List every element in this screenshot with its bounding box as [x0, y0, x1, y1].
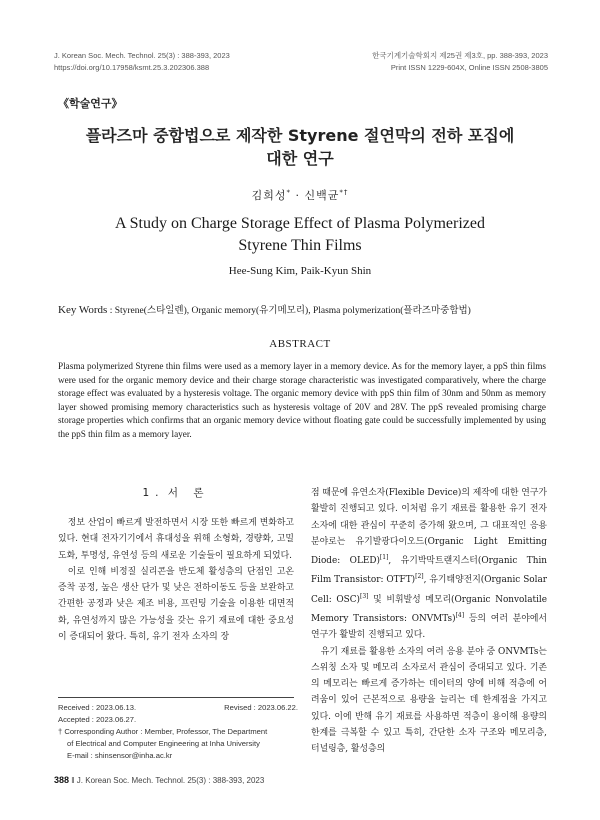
keywords-text: Styrene(스타일렌), Organic memory(유기메모리), Plasma polymerization(플라즈마중합법)	[114, 306, 471, 316]
keywords-label: Key Words	[58, 304, 108, 316]
title-korean-line2: 대한 연구	[266, 149, 334, 168]
received-date: Received : 2023.06.13.	[58, 703, 137, 712]
revised-date: Revised : 2023.06.22.	[224, 703, 298, 712]
running-header-left	[54, 50, 230, 74]
citation-ref[interactable]: [4]	[455, 611, 465, 619]
footer-separator: ‖	[69, 776, 77, 785]
citation-ref[interactable]: [3]	[359, 592, 369, 600]
abstract-body: Plasma polymerized Styrene thin films were used as a memory layer in a memory device. As for the memory layer, a ppS thin films were used for the organic memory device and their charge storage characteristic was investigated comparatively, where the charge storage effect was evaluated by a hysteresis voltage. The organic memory device with ppS thin film of 30nm and 50nm as memory layer showed promising memory characteristics such as hysteresis voltage of 20V and 28V. The ppS revealed promising charge storage properties which confirms that an organic memory device without floating gate could be successfully implemented by using the ppS thin film as a memory layer.	[58, 361, 546, 439]
submission-dates	[58, 702, 298, 714]
paragraph	[311, 485, 547, 644]
title-korean	[40, 124, 560, 170]
keywords-separator: :	[107, 306, 115, 316]
citation-ref[interactable]: [1]	[379, 554, 389, 562]
footnote-divider	[58, 697, 294, 698]
paragraph-text: 등의 여러 분야에서 연구가 활발히 진행되고 있다.	[311, 613, 547, 641]
section-heading	[58, 485, 294, 500]
section-number: 1.	[142, 487, 165, 499]
title-english-line2: Styrene Thin Films	[238, 237, 362, 254]
section-title: 서 론	[167, 487, 210, 499]
author-1-korean: 김희성	[251, 189, 287, 202]
title-korean-line1: 플라즈마 중합법으로 제작한 Styrene 절연막의 전하 포집에	[85, 126, 515, 145]
authors-korean	[0, 187, 600, 203]
authors-english: Hee-Sung Kim, Paik-Kyun Shin	[228, 265, 372, 277]
author-1-mark: *	[286, 188, 291, 197]
author-2-mark: *†	[339, 188, 349, 197]
running-header-right	[372, 50, 548, 74]
journal-citation: J. Korean Soc. Mech. Technol. 25(3) : 388-393, 2023	[54, 51, 230, 60]
left-column	[58, 515, 294, 645]
author-separator: ·	[291, 189, 305, 202]
article-category: 《학술연구》	[58, 97, 123, 110]
corresponding-author: † Corresponding Author : Member, Professor, The Department	[58, 727, 268, 736]
footer-journal: J. Korean Soc. Mech. Technol. 25(3) : 388-393, 2023	[76, 776, 265, 785]
citation-ref[interactable]: [2]	[415, 573, 424, 581]
corresponding-email[interactable]: E-mail : shinsensor@inha.ac.kr	[67, 751, 173, 760]
abstract-heading: ABSTRACT	[269, 338, 331, 350]
paragraph-text: 점 때문에 유연소자(Flexible Device)의 제작에 대한 연구가 활발히 진행되고 있다. 이처럼 유기 재료를 활용한 유기 전자 소자에 대한 관심이 꾸준히 증가해 왔으며, 그 대표적인 응용 분야로는 유기발광다이오드(Organic Light Emitting Diode: OLED)	[311, 488, 547, 567]
paragraph: 정보 산업이 빠르게 발전하면서 시장 또한 빠르게 변화하고 있다. 현대 전자기기에서 휴대성을 위해 소형화, 경량화, 고밀도화, 투명성, 유연성 등의 새로운 기술들이 필요하게 되었다.	[58, 518, 294, 561]
paragraph: 유기 재료를 활용한 소자의 여러 응용 분야 중 ONVMTs는 스위칭 소자 및 메모리 소자로서 관심이 증대되고 있다. 기존의 메모리는 빠르게 증가하는 데이터의 양에 비해 적층에 어려움이 있어 근본적으로 용량을 늘리는 데 한계점을 가지고 있다. 이에 반해 유기 재료를 사용하면 적층이 용이해 용량의 한계를 극복할 수 있고 특히, 간단한 소자 구조와 메모리층, 터널링층, 활성층의	[311, 646, 547, 755]
keywords	[58, 302, 471, 316]
issn-info: Print ISSN 1229-604X, Online ISSN 2508-3805	[390, 63, 548, 72]
paragraph-text: , 유기태양전지(Organic Solar Cell: OSC)	[311, 575, 547, 605]
corresponding-affiliation: of Electrical and Computer Engineering at Inha University	[67, 739, 260, 748]
footnotes	[58, 702, 298, 762]
title-english-line1: A Study on Charge Storage Effect of Plasma Polymerized	[114, 215, 485, 232]
right-column	[311, 485, 547, 758]
title-english	[60, 213, 540, 257]
paragraph-text: , 유기박막트랜지스터(Organic Thin Film Transistor: OTFT)	[311, 556, 547, 586]
paragraph-text: 및 비휘발성 메모리(Organic Nonvolatile Memory Transistors: ONVMTs)	[311, 594, 548, 624]
page-number: 388	[54, 775, 70, 785]
accepted-date: Accepted : 2023.06.27.	[58, 715, 137, 724]
author-2-korean: 신백균	[304, 189, 340, 202]
doi-link[interactable]: https://doi.org/10.17958/ksmt.25.3.202306.388	[54, 63, 210, 72]
journal-citation-korean: 한국기계기술학회지 제25권 제3호, pp. 388-393, 2023	[372, 51, 548, 60]
paragraph: 이로 인해 비정질 실리콘을 반도체 활성층의 단점인 고온 증착 공정, 높은 생산 단가 및 낮은 전하이동도 등을 보완하고 간편한 공정과 낮은 제조 비용, 프린팅 기술을 이용한 대면적화, 유연성까지 많은 가능성을 갖는 유기 재료에 대한 중요성이 증대되어 왔다. 특히, 유기 전자 소자의 장	[58, 566, 294, 643]
page-footer	[54, 775, 264, 785]
